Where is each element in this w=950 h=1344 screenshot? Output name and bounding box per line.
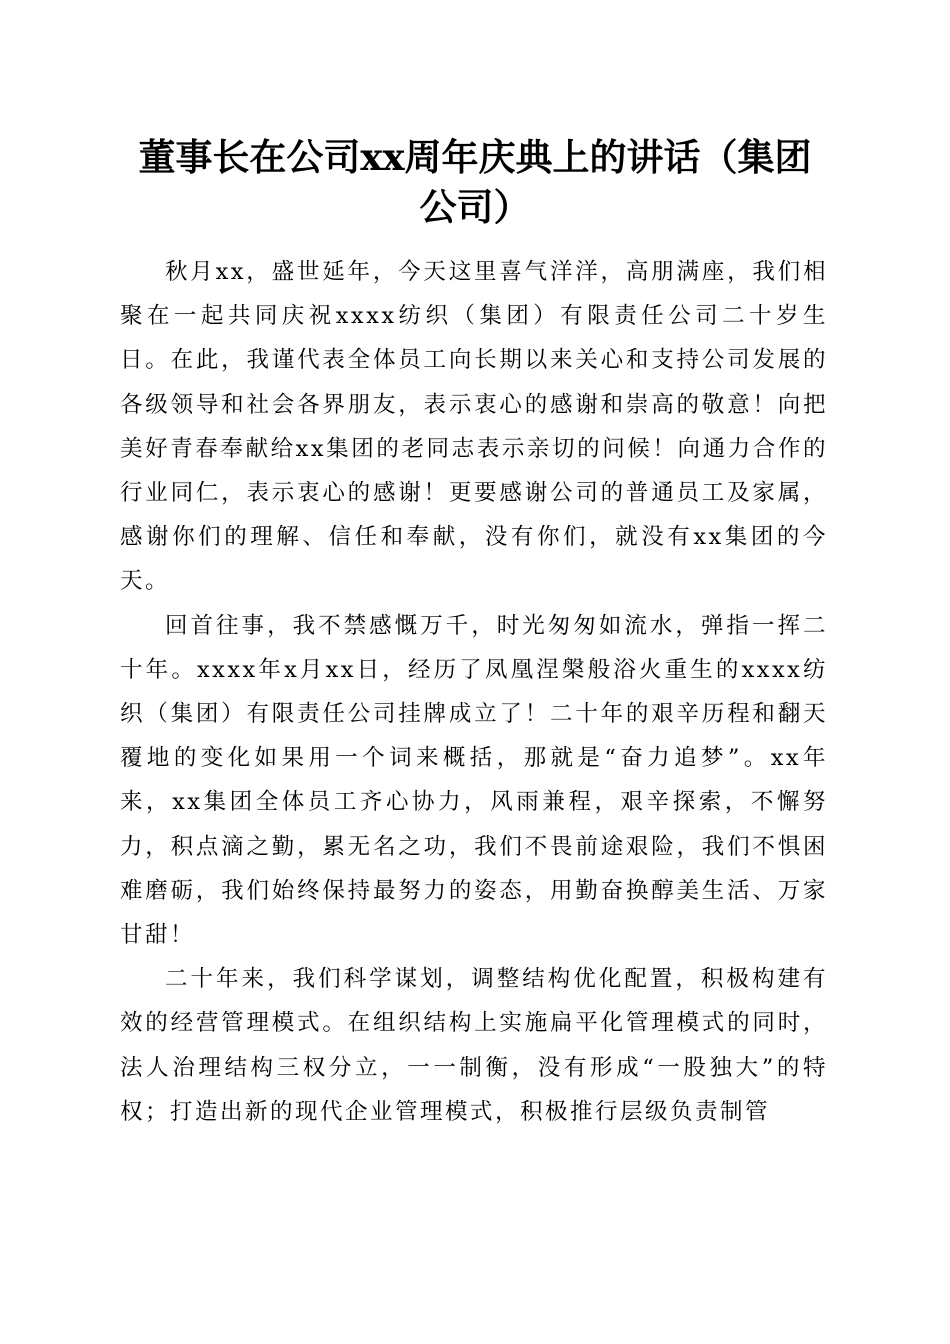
paragraph: 回首往事，我不禁感慨万千，时光匆匆如流水，弹指一挥二十年。xxxx年x月xx日，经历了凤凰涅槃般浴火重生的xxxx纺织（集团）有限责任公司挂牌成立了！二十年的艰辛历程和翻天覆地的变化如果用一个词来概括，那就是“奋力追梦”。xx年来，xx集团全体员工齐心协力，风雨兼程，艰辛探索，不懈努力，积点滴之勤，累无名之功，我们不畏前途艰险，我们不惧困难磨砺，我们始终保持最努力的姿态，用勤奋换醇美生活、万家甘甜！ bbox=[120, 612, 828, 949]
paragraph: 秋月xx，盛世延年，今天这里喜气洋洋，高朋满座，我们相聚在一起共同庆祝xxxx纺织（集团）有限责任公司二十岁生日。在此，我谨代表全体员工向长期以来关心和支持公司发展的各级领导和社会各界朋友，表示衷心的感谢和崇高的敬意！向把美好青春奉献给xx集团的老同志表示亲切的问候！向通力合作的行业同仁，表示衷心的感谢！更要感谢公司的普通员工及家属，感谢你们的理解、信任和奉献，没有你们，就没有xx集团的今天。 bbox=[120, 259, 828, 595]
document-body bbox=[120, 250, 828, 1134]
paragraph: 二十年来，我们科学谋划，调整结构优化配置，积极构建有效的经营管理模式。在组织结构上实施扁平化管理模式的同时，法人治理结构三权分立，一一制衡，没有形成“一股独大”的特权；打造出新的现代企业管理模式，积极推行层级负责制管 bbox=[120, 966, 828, 1125]
document-title: 董事长在公司xx周年庆典上的讲话（集团公司） bbox=[138, 135, 812, 229]
